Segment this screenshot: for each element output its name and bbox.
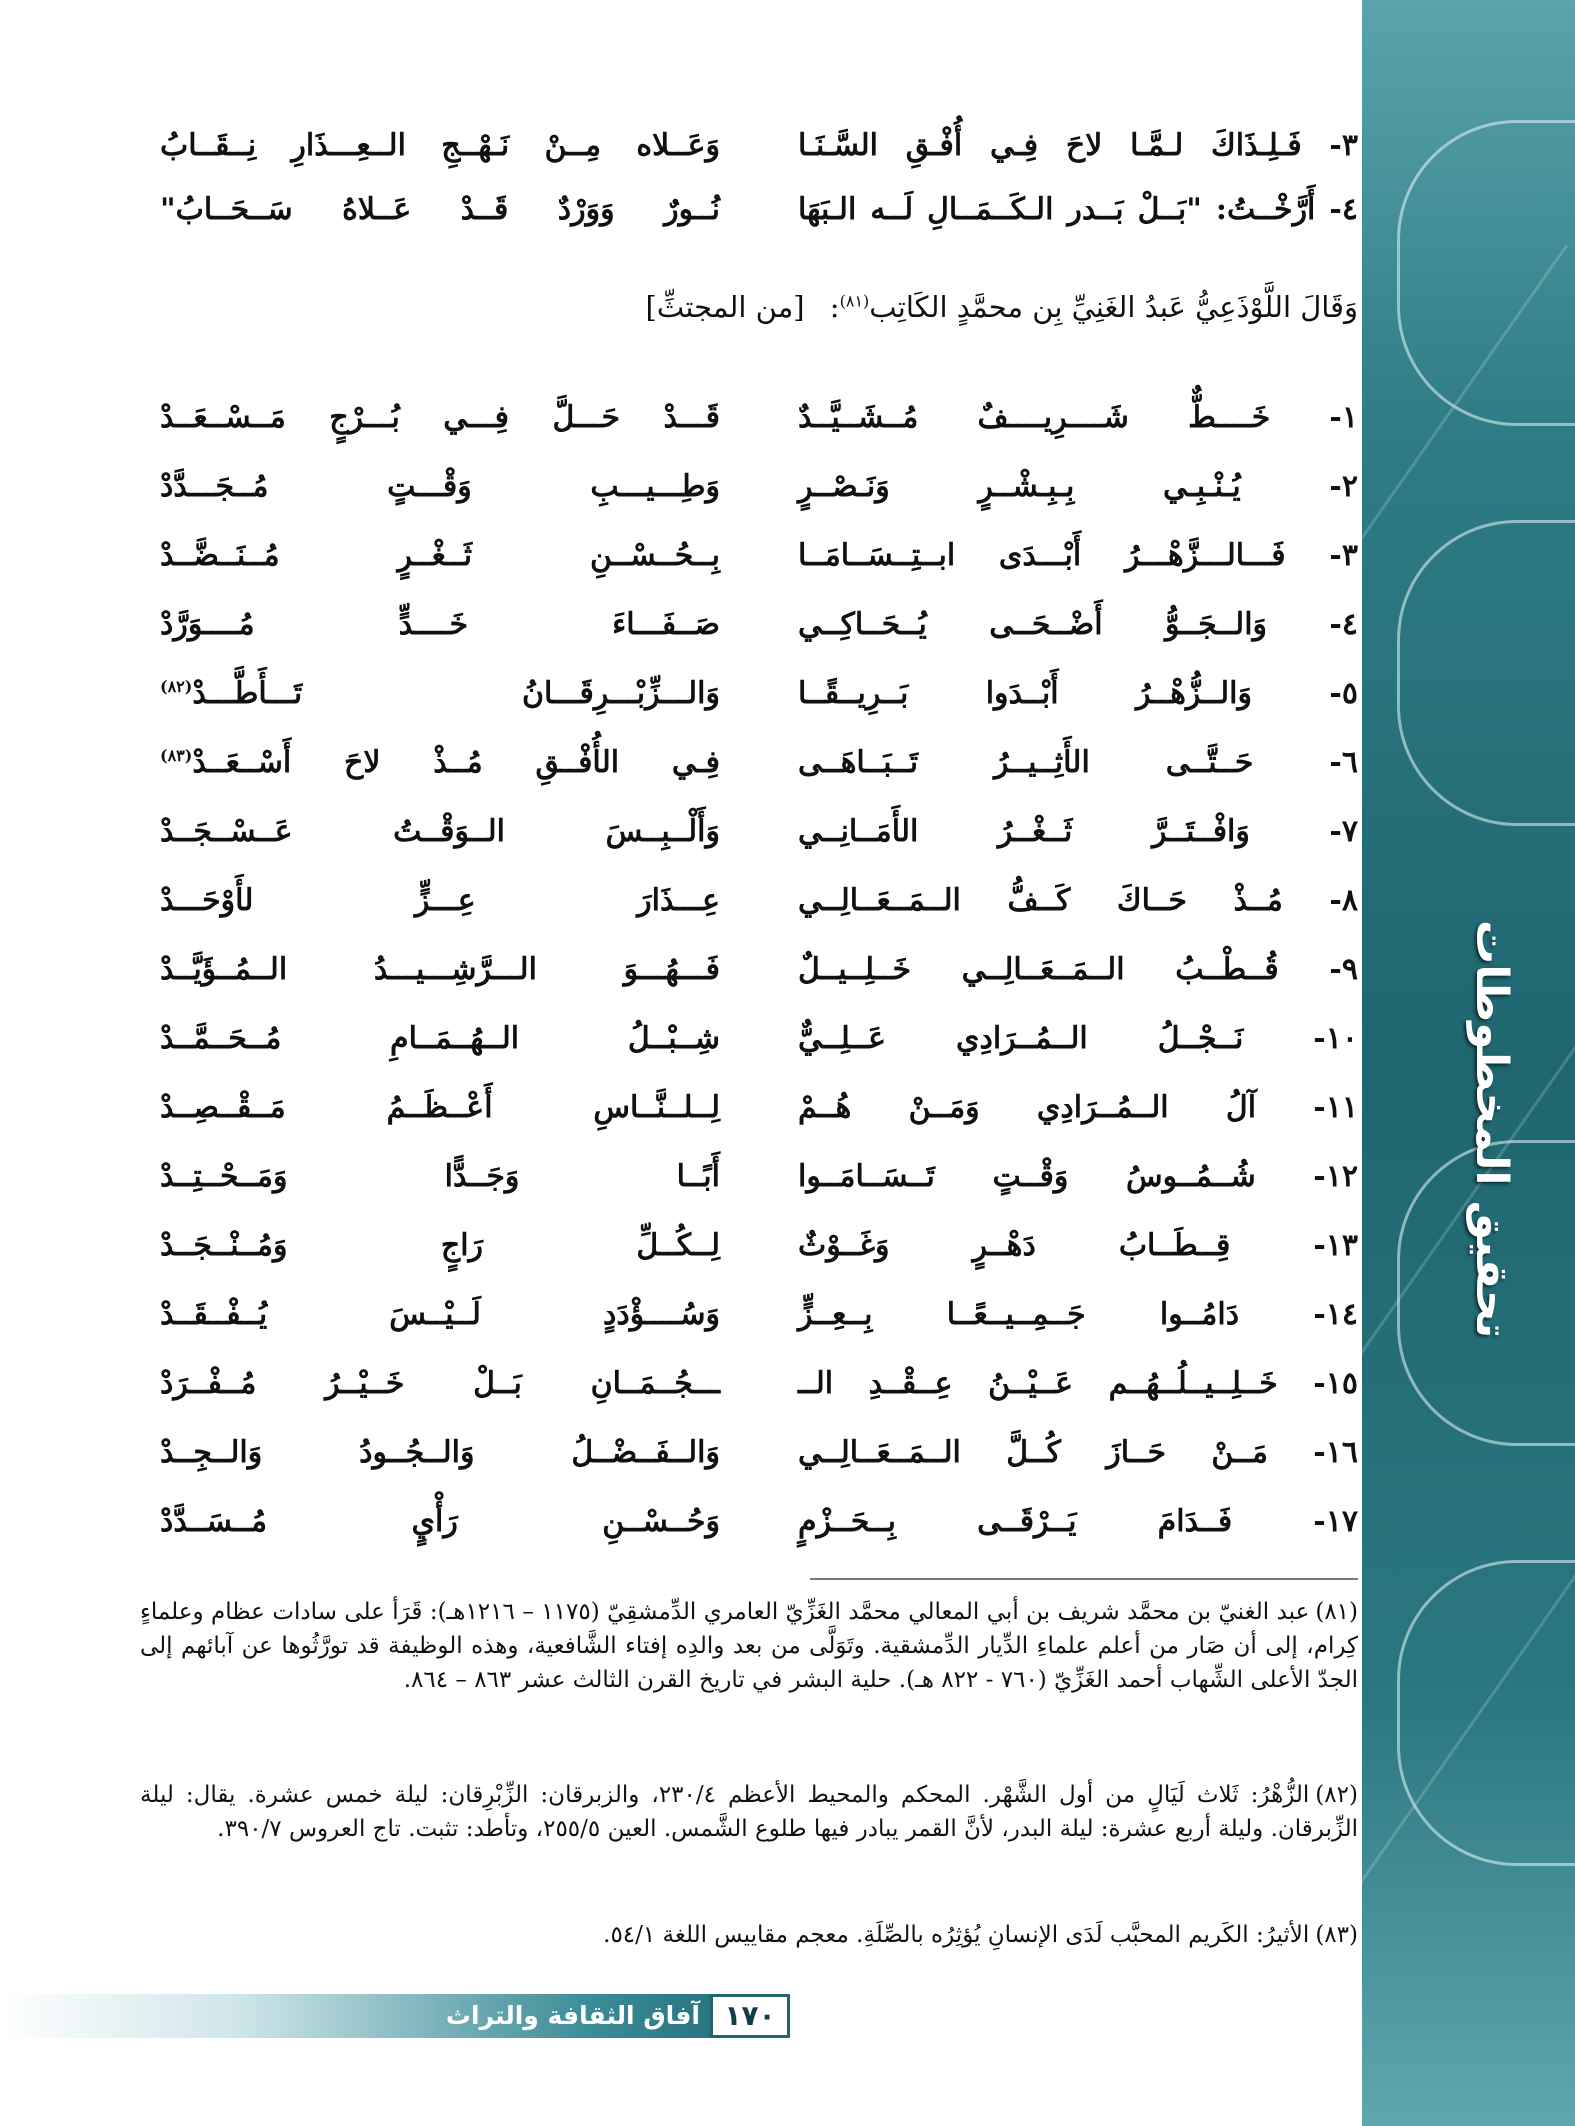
verse-first-hemistich: ٥- وَالــزُّهْــرُ أَبْــدَوا بَــرِيــقًــا [798,676,1358,711]
poem-verse [140,1228,1358,1288]
verse-first-hemistich: ٩- قُــطْــبُ الــمَــعَــالِــي خَــلِــيــلٌ [798,952,1358,987]
verse-first-hemistich: ١٢- شُــمُــوسُ وَقْــتٍ تَــسَــامَــوا [798,1159,1358,1194]
poem-verse [140,883,1358,943]
verse-second-hemistich: وَالــفَــضْــلُ وَالــجُــودُ وَالــجِــدْ [160,1435,720,1470]
poem-verse [140,1435,1358,1495]
verse-first-hemistich: ١٤- دَامُــوا جَــمِــيــعًــا بِــعِــزٍّ [798,1297,1358,1332]
verse-second-hemistich: نُــورٌ وَوَرْدٌ قَــدْ عَــلاهُ سَــحَــابُ" [160,192,720,227]
poem-verse [140,607,1358,667]
verse-first-hemistich: ٣- فَـــالـــزَّهْـــرُ أَبْـــدَى ابــتِــسَــامَــا [798,538,1358,573]
footnote [140,1918,1358,1952]
verse-first-hemistich: ٢- يُـنْـبِـي بِـبِـشْــرٍ وَنَـصْــرٍ [798,469,1358,504]
verse-second-hemistich: فَـــهُـــوَ الـــرَّشِـــيـــدُ الــمُــؤَيَّــدْ [160,952,720,987]
intro-text: وَقَالَ اللَّوْذَعِيُّ عَبدُ الغَنِيِّ بِن محمَّدٍ الكَاتِب [869,290,1358,324]
ornament-arch [1397,1560,1575,1866]
verse-first-hemistich: ٧- وَافْــتَــرَّ ثَــغْــرُ الأَمَــانِــي [798,814,1358,849]
footnote-text: عبد الغنيّ بن محمَّد شريف بن أبي المعالي محمَّد الغَزِّيّ العامري الدِّمشقِيّ (١١٧٥ – ١٢١٦هـ): قَرَأ على سادات عظام وعلماءٍ كِرام، إلى أن صَار من أعلم علماءِ الدِّيار الدِّمشقية. وتَوَلَّى من بعد والدِه إفتاء الشَّافعية، وهذه الوظيفة قد تورَّثُوها عن آبائهم إلى الجدّ الأعلى الشِّهاب أحمد الغَزِّيّ (٧٦٠ - ٨٢٢ هـ). حلية البشر في تاريخ القرن الثالث عشر ٨٦٣ – ٨٦٤. [140,1599,1358,1693]
poem-verse [140,1366,1358,1426]
verse-first-hemistich: ١٥- خَــلِــيــلُــهُــم عَــيْــنُ عِــقْــدِ الــ [798,1366,1358,1401]
footnote [140,1595,1358,1697]
verse-second-hemistich: صَــفَـــاءَ خَــــدٍّ مُــــوَرَّدْ [160,607,720,642]
footnote-text: الزُّهْرُ: ثَلاث لَيَالٍ من أول الشَّهْر. المحكم والمحيط الأعظم ٢٣٠/٤، والزبرقان: الزِّبْرِقان: ليلة خمس عشرة. يقال: ليلة الزِّبرقان. وليلة أربع عشرة: ليلة البدر، لأنَّ القمر يبادر فيها طلوع الشَّمس. العين ٢٥٥/٥، وتأطد: تثبت. تاج العروس ٣٩٠/٧. [140,1782,1358,1842]
opening-verse [140,192,1358,252]
verse-second-hemistich: شِــبْــلُ الــهُــمَــامِ مُــحَــمَّــدْ [160,1021,720,1056]
verse-second-hemistich: قَـــدْ حَـــلَّ فِـــي بُـــرْجٍ مَــسْــعَــدْ [160,400,720,435]
poem-verse [140,1504,1358,1564]
footnote-ref: (٨٢) [160,677,193,696]
verse-first-hemistich: ١٠- نَــجْــلُ الــمُــرَادِي عَــلِــيٌّ [798,1021,1358,1056]
poem-verse [140,538,1358,598]
verse-second-hemistich: وَحُــسْــنِ رَأْيٍ مُــسَــدَّدْ [160,1504,720,1539]
verse-second-hemistich: وَسُــــؤْدَدٍ لَــيْــسَ يُــفْــقَــدْ [160,1297,720,1332]
footnote-text: الأثيرُ: الكَريم المحبَّب لَدَى الإنسانِ يُؤثِرُه بالصِّلَةِ. معجم مقاييس اللغة ٥٤/١. [603,1922,1310,1948]
verse-second-hemistich: لِــلــنَّــاسِ أَعْــظَــمُ مَــقْــصِــدْ [160,1090,720,1125]
poem-verse [140,1090,1358,1150]
poem-verse [140,814,1358,874]
verse-second-hemistich: وَأَلْــبِــسَ الــوَقْــتُ عَــسْــجَــدْ [160,814,720,849]
verse-first-hemistich: ١١- آلُ الــمُــرَادِي وَمَــنْ هُــمْ [798,1090,1358,1125]
section-title: تحقيق المخطوطات [1466,920,1517,1339]
poem-verse [140,952,1358,1012]
verse-first-hemistich: ٦- حَــتَّــى الأَثِــيــرُ تَــبَــاهَــى [798,745,1358,780]
poem-verse [140,469,1358,529]
verse-first-hemistich: ١٦- مَــنْ حَــازَ كُــلَّ الــمَــعَــالِــي [798,1435,1358,1470]
verse-second-hemistich: وَالـــزِّبْـــرِقَـــانُ تَـــأَطَّـــدْ$^{(٨٢)}$ [160,676,720,711]
verse-second-hemistich: بِــحُــسْــنِ ثَــغْــرٍ مُــنَــضَّــدْ [160,538,720,573]
poem-verse [140,400,1358,460]
verse-first-hemistich: ٤- وَالــجَــوُّ أَضْــحَــى يُــحَــاكِــي [798,607,1358,642]
verse-second-hemistich: وَعَــلاه مِــنْ نَـهْــجِ الــعِـــذَارِ نِــقَــابُ [160,128,720,163]
poem-introduction: وَقَالَ اللَّوْذَعِيُّ عَبدُ الغَنِيِّ بِن محمَّدٍ الكَاتِب$^{(٨١)}$: [من المجتثِّ] [645,290,1358,324]
footnote-number: (٨٣) [1315,1922,1358,1948]
footnote-number: (٨١) [1315,1599,1359,1625]
verse-second-hemistich: فِـي الأُفْــقِ مُــذْ لاحَ أَسْــعَــدْ$^{(٨٣)}$ [160,745,720,780]
footnote-divider [810,1578,1358,1580]
verse-second-hemistich: أَبًــا وَجَــدًّا وَمَــحْــتِــدْ [160,1159,720,1194]
poem-verse [140,676,1358,736]
poem-verse [140,1021,1358,1081]
verse-second-hemistich: عِـــذَارَ عِـــزٍّ لأَوْحَـــدْ [160,883,720,918]
opening-verse [140,128,1358,188]
footnote-ref: (٨٣) [160,746,193,765]
verse-first-hemistich: ٣- فَـلِـذَاكَ لـمَّـا لاحَ فِـي أُفْـقِ السَّـنَـا [798,128,1358,163]
verse-first-hemistich: ١٧- فَــدَامَ يَــرْقَــى بِــحَــزْمٍ [798,1504,1358,1539]
verse-second-hemistich: لِــكُــلِّ رَاجٍ وَمُــنْــجَــدْ [160,1228,720,1263]
journal-title: آفاق الثقافة والتراث [445,2001,700,2030]
poem-meter: [من المجتثِّ] [645,290,805,324]
verse-second-hemistich: ـــجُــمَــانِ بَــلْ خَــيْــرُ مُــفْــرَدْ [160,1366,720,1401]
verse-first-hemistich: ٨- مُــذْ حَــاكَ كَــفُّ الــمَــعَــالِــي [798,883,1358,918]
verse-first-hemistich: ١- خَــــطٌّ شَــــرِيــــفٌ مُــشَــيَّــدٌ [798,400,1358,435]
poem-verse [140,745,1358,805]
footnote-ref: (٨١) [839,291,870,311]
page-number: ١٧٠ [710,1994,790,2038]
ornament-arch [1397,520,1575,826]
verse-second-hemistich: وَطِـــيـــبِ وَقْـــتٍ مُــجَـــدَّدْ [160,469,720,504]
poem-verse [140,1159,1358,1219]
verse-first-hemistich: ١٣- قِــطَــابُ دَهْــرٍ وَغَــوْثٌ [798,1228,1358,1263]
poem-verse [140,1297,1358,1357]
footnote [140,1778,1358,1846]
footnote-number: (٨٢) [1315,1782,1358,1808]
verse-first-hemistich: ٤- أَرَّخْــتُ: "بَــلْ بَــدر الـكَــمَــالِ لَــه الـبَهَا [798,192,1358,227]
